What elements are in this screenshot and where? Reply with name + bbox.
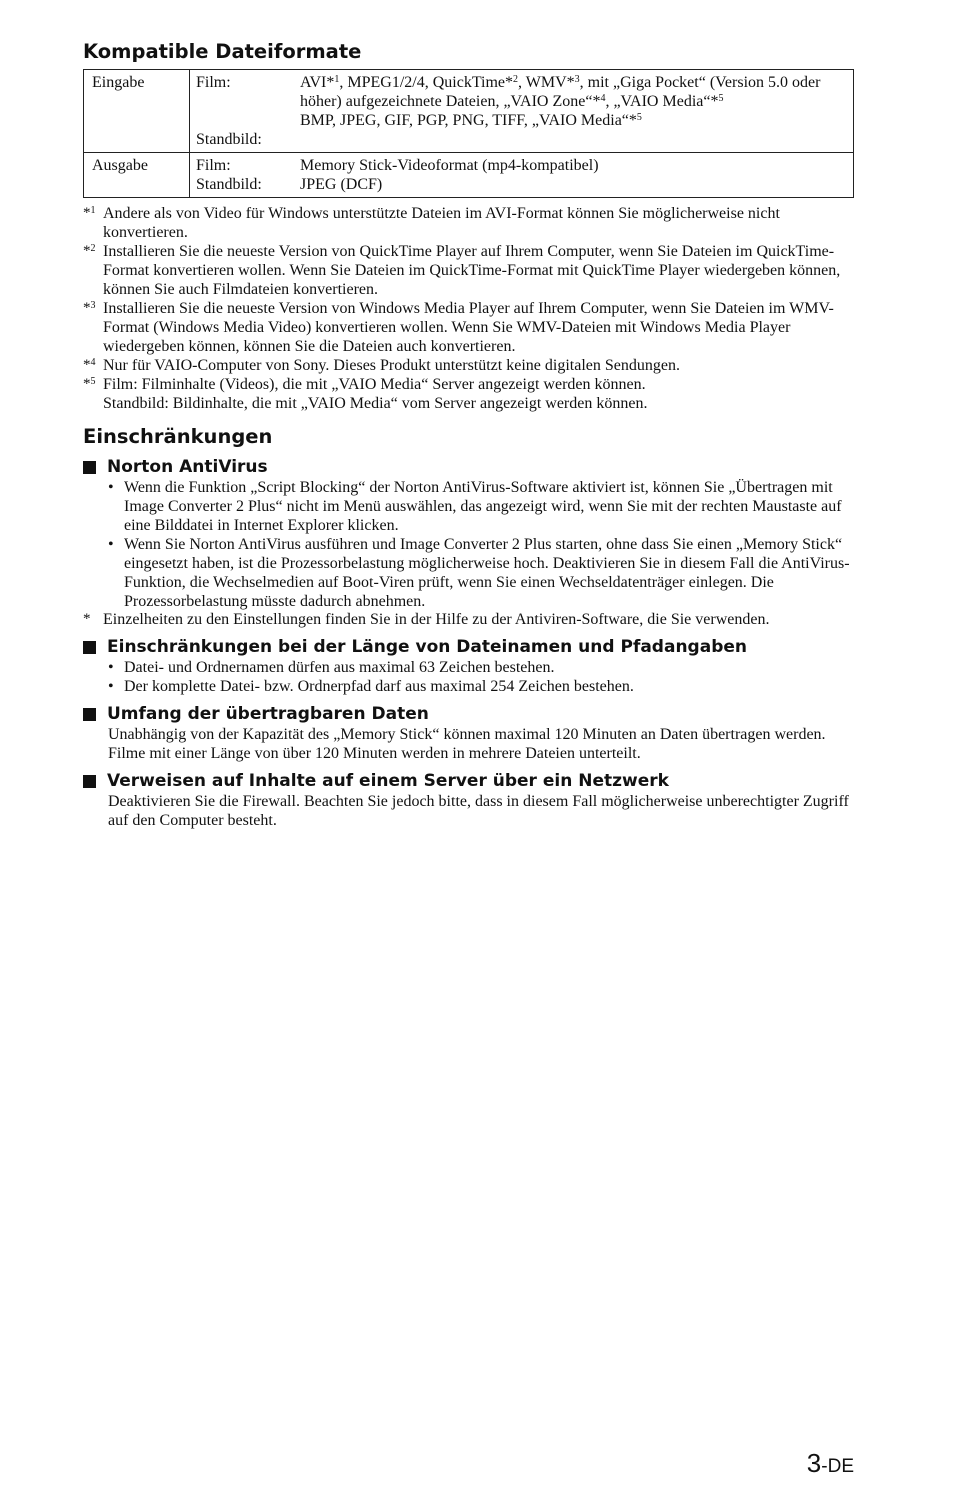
square-bullet-icon (83, 775, 96, 788)
footnote (83, 242, 855, 299)
footnote-text: Andere als von Video für Windows unterstützte Dateien im AVI-Format können Sie möglicherweise nicht konvertieren. (103, 205, 780, 242)
footnote-mark: *$^4$ (83, 357, 96, 374)
section-title: Verweisen auf Inhalte auf einem Server über ein Netzwerk (107, 770, 669, 791)
norton-note (83, 611, 855, 629)
output-still-label: Standbild: (196, 176, 262, 194)
square-bullet-icon (83, 641, 96, 654)
note-mark: * (83, 610, 91, 627)
footnote-text: Film: Filminhalte (Videos), die mit „VAIO Media“ Server angezeigt werden können. (103, 376, 646, 394)
list-item: • Der komplette Datei- bzw. Ordnerpfad darf aus maximal 254 Zeichen bestehen. (108, 677, 634, 695)
bullet-icon: • (108, 658, 114, 676)
output-film-value: Memory Stick-Videoformat (mp4-kompatibel) (300, 157, 599, 175)
table-row-output (84, 153, 854, 198)
footnote-text: Nur für VAIO-Computer von Sony. Dieses Produkt unterstützt keine digitalen Sendungen. (103, 357, 680, 375)
section-server (83, 771, 855, 830)
section-volume (83, 704, 855, 763)
footnote-mark: *$^2$ (83, 243, 96, 260)
bullet-icon: • (108, 478, 114, 496)
manual-page (83, 40, 855, 830)
footnotes (83, 204, 855, 413)
footnote-mark: *$^5$ (83, 376, 96, 393)
input-film-label: Film: (196, 74, 231, 92)
bullet-list (83, 478, 855, 611)
section-text: Unabhängig von der Kapazität des „Memory Stick“ können maximal 120 Minuten an Daten übertragen werden. Filme mit einer Länge von über 120 Minuten werden in mehrere Dateien unterteilt. (108, 725, 826, 762)
section-filenames (83, 637, 855, 696)
bullet-list (83, 658, 855, 696)
square-bullet-icon (83, 461, 96, 474)
input-film-value: AVI*$^1$, MPEG1/2/4, QuickTime*$^2$, WMV*$^3$, mit „Giga Pocket“ (Version 5.0 oder höher) aufgezeichnete Dateien, „VAIO Zone“*$^4$, „VAIO Media“*$^5$ (300, 74, 821, 111)
section-title: Einschränkungen bei der Länge von Dateinamen und Pfadangaben (107, 636, 747, 657)
footnote-mark: *$^3$ (83, 300, 96, 317)
bullet-icon: • (108, 677, 114, 695)
bullet-icon: • (108, 535, 114, 553)
section-norton (83, 457, 855, 629)
section-title: Umfang der übertragbaren Daten (107, 703, 429, 724)
input-kind: Eingabe (84, 70, 190, 153)
section-text: Deaktivieren Sie die Firewall. Beachten Sie jedoch bitte, dass in diesem Fall möglicherweise unberechtigter Zugriff auf den Computer besteht. (108, 792, 849, 829)
footnote (83, 204, 855, 242)
output-still-value: JPEG (DCF) (300, 176, 383, 194)
note-text: Einzelheiten zu den Einstellungen finden Sie in der Hilfe zu der Antiviren-Software, die Sie verwenden. (103, 610, 770, 628)
list-item: • Datei- und Ordnernamen dürfen aus maximal 63 Zeichen bestehen. (108, 658, 555, 676)
page-number: 3-DE (806, 1448, 854, 1478)
footnote-text-2: Standbild: Bildinhalte, die mit „VAIO Media“ vom Server angezeigt werden können. (103, 395, 648, 413)
footnote-text: Installieren Sie die neueste Version von QuickTime Player auf Ihrem Computer, wenn Sie Dateien im QuickTime-Format konvertieren wollen. Wenn Sie Dateien im QuickTime-Format mit QuickTime Player wiedergeben können, können Sie auch Filmdateien konvertieren. (103, 243, 841, 299)
footnote-mark: *$^1$ (83, 205, 96, 222)
footnote (83, 375, 855, 413)
formats-table (83, 69, 854, 198)
square-bullet-icon (83, 708, 96, 721)
compatible-formats-heading: Kompatible Dateiformate (83, 40, 362, 63)
input-still-value: BMP, JPEG, GIF, PGP, PNG, TIFF, „VAIO Media“*$^5$ (300, 112, 642, 130)
list-item: • Wenn die Funktion „Script Blocking“ der Norton AntiVirus-Software aktiviert ist, können Sie „Übertragen mit Image Converter 2 Plus“ nicht im Menü auswählen, das angezeigt wird, wenn Sie mit der rechten Maustaste auf eine Bilddatei in Internet Explorer klicken. (108, 478, 842, 534)
output-film-label: Film: (196, 157, 231, 175)
list-item: • Wenn Sie Norton AntiVirus ausführen und Image Converter 2 Plus starten, ohne dass Sie einen „Memory Stick“ eingesetzt haben, ist die Prozessorbelastung möglicherweise hoch. Deaktivieren Sie in diesem Fall die AntiVirus-Funktion, die Wechselmedien auf Boot-Viren prüft, wenn Sie einen Wechseldatenträger einlegen. Die Prozessorbelastung müsste dadurch abnehmen. (108, 535, 850, 610)
footnote-text: Installieren Sie die neueste Version von Windows Media Player auf Ihrem Computer, wenn Sie Dateien im WMV-Format (Windows Media Video) konvertieren wollen. Wenn Sie WMV-Dateien mit Windows Media Player wiedergeben können, können Sie die Dateien auch konvertieren. (103, 300, 834, 356)
output-kind: Ausgabe (84, 153, 190, 198)
table-row-input (84, 70, 854, 153)
footnote (83, 299, 855, 356)
footnote (83, 356, 855, 375)
restrictions-heading: Einschränkungen (83, 425, 273, 449)
section-title: Norton AntiVirus (107, 456, 268, 477)
input-still-label: Standbild: (196, 131, 262, 149)
